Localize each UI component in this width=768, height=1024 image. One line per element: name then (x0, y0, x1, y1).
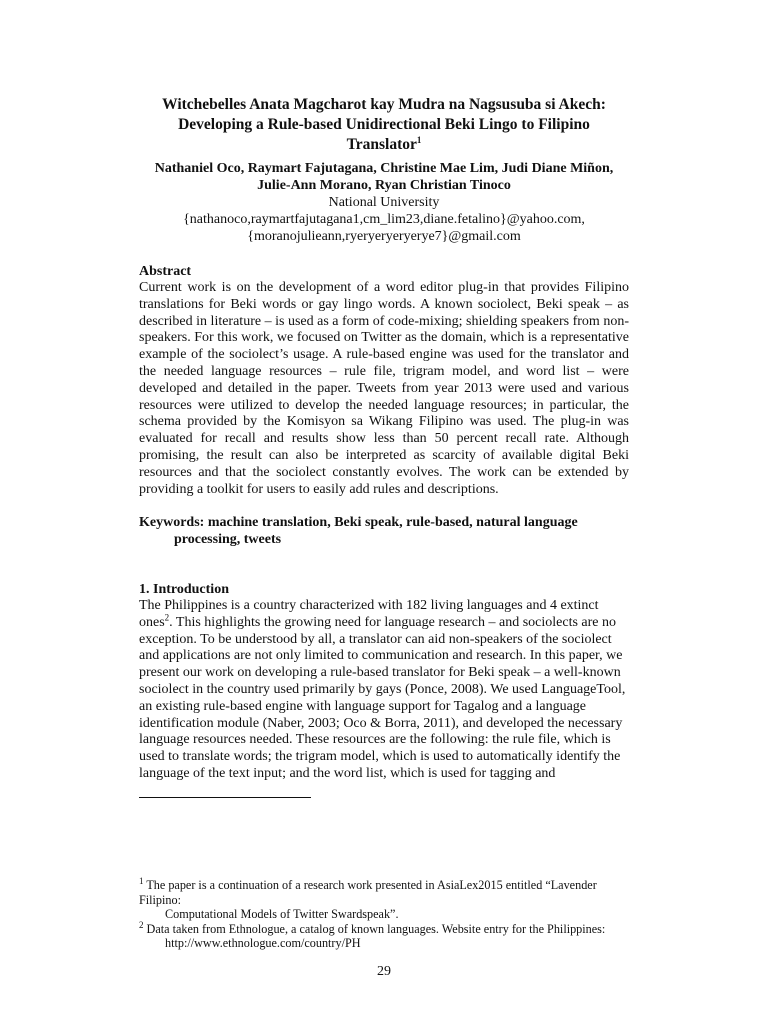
introduction-text-part-1: The Philippines is a country characterized with 182 living languages and 4 extinct ones (139, 598, 599, 630)
email-line-2: {moranojulieann,ryeryeryeryerye7}@gmail.com (247, 229, 521, 244)
footnote-1-line-1: The paper is a continuation of a research work presented in AsiaLex2015 entitled “Lavender Filipino: (139, 878, 597, 907)
title-line-1: Witchebelles Anata Magcharot kay Mudra na Nagsusuba si Akech: (162, 96, 606, 113)
page-number: 29 (377, 964, 391, 979)
footnote-2-link[interactable]: http://www.ethnologue.com/country/PH (165, 936, 361, 950)
keywords-section (139, 514, 629, 548)
footnote-1-mark: 1 (139, 875, 144, 886)
footnote-divider (139, 797, 311, 798)
affiliation: National University (328, 195, 440, 210)
footnotes (139, 875, 639, 951)
abstract-heading: Abstract (139, 264, 192, 279)
title-line-3-text: Translator (346, 136, 417, 153)
email-line-1: {nathanoco,raymartfajutagana1,cm_lim23,diane.fetalino}@yahoo.com, (183, 212, 585, 227)
footnote-2-line-1: Data taken from Ethnologue, a catalog of known languages. Website entry for the Philippines: (143, 921, 606, 936)
author-names-line-2: Julie-Ann Morano, Ryan Christian Tinoco (257, 178, 511, 193)
keywords-line-1: Keywords: machine translation, Beki speak, rule-based, natural language (139, 515, 578, 530)
footnote-1 (139, 875, 639, 922)
introduction-text (139, 598, 629, 783)
introduction-heading: 1. Introduction (139, 582, 229, 597)
title-footnote-mark: 1 (416, 134, 422, 145)
footnote-2 (139, 919, 639, 951)
introduction-section (139, 581, 629, 783)
author-block (120, 160, 648, 245)
introduction-text-part-2: . This highlights the growing need for language research – and sociolects are no exception. To be understood by all, a translator can aid non-speakers of the sociolect and applications are not only limited to communication and research. In this paper, we present our work on developing a rule-based translator for Beki speak – a well-known sociolect in the country used primarily by gays (Ponce, 2008). We used LanguageTool, an existing rule-based engine with language support for Tagalog and a language identification module (Naber, 2003; Oco & Borra, 2011), and developed the necessary language resources needed. These resources are the following: the rule file, which is used to translate words; the trigram model, which is used to automatically identify the language of the text input; and the word list, which is used for tagging and (139, 614, 626, 781)
footnote-2-mark: 2 (139, 919, 144, 930)
title-line-3 (140, 135, 628, 155)
introduction-footnote-mark: 2 (164, 612, 170, 623)
footnote-1-line-2: Computational Models of Twitter Swardspeak”. (165, 907, 399, 921)
abstract-text: Current work is on the development of a word editor plug-in that provides Filipino translations for Beki words or gay lingo words. A known sociolect, Beki speak – as described in literature – is used as a form of code-mixing; shielding speakers from non-speakers. For this work, we focused on Twitter as the domain, which is a representative example of the sociolect’s usage. A rule-based engine was used for the translator and the needed language resources – rule file, trigram model, and word list – were developed and detailed in the paper. Tweets from year 2013 were used and various resources were utilized to develop the needed language resources; in particular, the schema provided by the Komisyon sa Wikang Filipino was used. The plug-in was evaluated for recall and results show less than 50 percent recall rate. Although promising, the result can also be interpreted as scarcity of available digital Beki resources and that the sociolect constantly evolves. The work can be extended by providing a toolkit for users to easily add rules and descriptions. (139, 280, 629, 497)
keywords-line-2: processing, tweets (174, 532, 282, 547)
abstract-section (139, 263, 629, 498)
author-names-line-1: Nathaniel Oco, Raymart Fajutagana, Christine Mae Lim, Judi Diane Miñon, (154, 161, 614, 176)
paper-title (140, 95, 628, 155)
title-line-2: Developing a Rule-based Unidirectional Beki Lingo to Filipino (178, 116, 590, 133)
